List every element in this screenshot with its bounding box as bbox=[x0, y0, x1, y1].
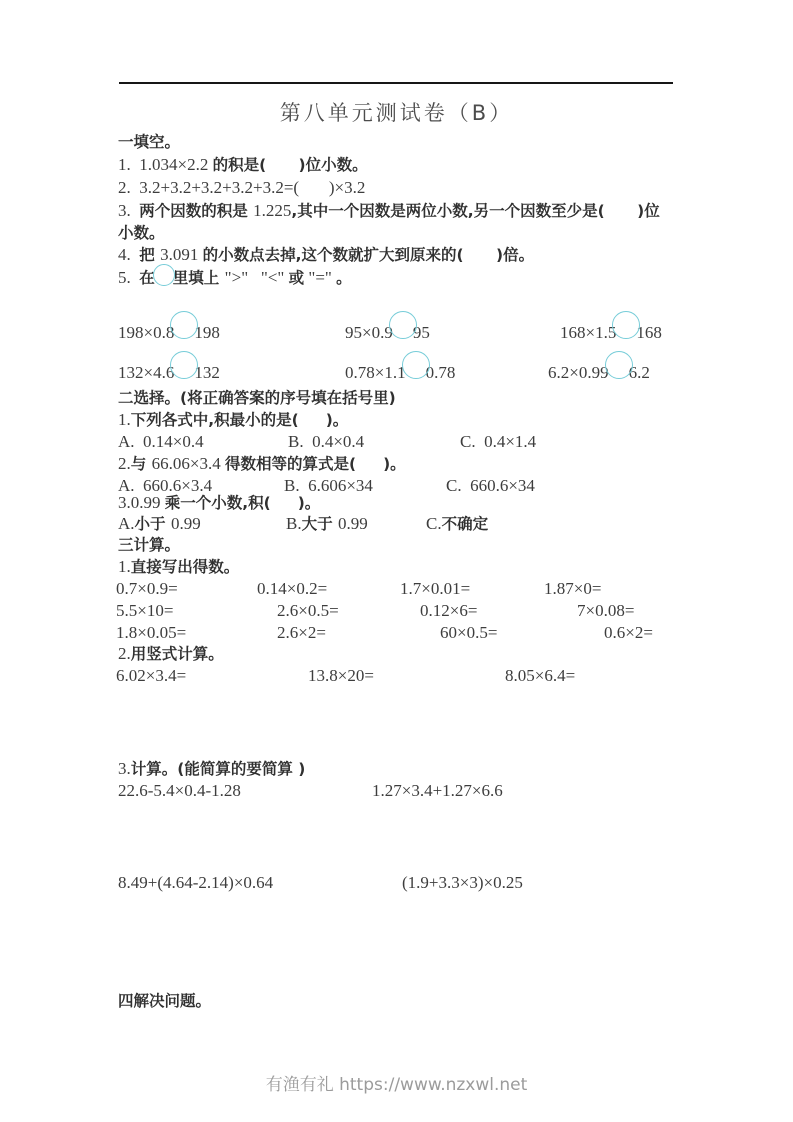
calc-simplify-row-2-item bbox=[402, 872, 523, 895]
text-segment: 4. bbox=[118, 245, 140, 264]
text-segment: 3. bbox=[118, 493, 131, 512]
choice-q3-options-item bbox=[118, 513, 201, 536]
text-segment: 1.225 bbox=[253, 201, 292, 220]
section-fill-header bbox=[0, 131, 793, 153]
fill-q3-line2 bbox=[0, 222, 793, 244]
text-segment: 小于 bbox=[134, 515, 171, 533]
calc-sub3-header-item bbox=[118, 758, 305, 781]
text-segment: A. 660.6×3.4 bbox=[118, 476, 213, 495]
calc-simplify-row-2 bbox=[0, 872, 793, 894]
page-title: 第八单元测试卷（B） bbox=[279, 101, 514, 125]
calc-direct-row-2-item bbox=[277, 600, 339, 623]
text-segment: ">" "<" bbox=[224, 268, 289, 287]
text-segment: 直接写出得数。 bbox=[130, 558, 240, 576]
calc-vertical-row-item bbox=[116, 665, 186, 688]
section-solve-header bbox=[0, 990, 793, 1012]
fill-q4 bbox=[0, 244, 793, 266]
text-segment: A. 0.14×0.4 bbox=[118, 432, 204, 451]
calc-simplify-row-1-item bbox=[372, 780, 503, 803]
text-segment: 2. bbox=[118, 454, 131, 473]
calc-sub2-header-item bbox=[118, 643, 224, 666]
compare-row-2-item bbox=[345, 360, 455, 388]
text-segment: 7×0.08= bbox=[577, 601, 635, 620]
text-segment: 0.78 bbox=[425, 363, 456, 383]
calc-direct-row-1-item bbox=[116, 578, 178, 601]
fill-q2-item bbox=[118, 177, 365, 200]
calc-direct-row-3-item bbox=[277, 622, 326, 645]
text-segment: 得数相等的算式是( )。 bbox=[225, 455, 406, 473]
calc-sub2-header bbox=[0, 643, 793, 665]
text-segment: 6.2 bbox=[628, 363, 650, 383]
text-segment: 计算。(能简算的要简算 ) bbox=[130, 760, 306, 778]
fill-q3-line1-item bbox=[118, 200, 660, 223]
text-segment: 用竖式计算。 bbox=[130, 645, 224, 663]
fill-q3-line2-item bbox=[118, 222, 165, 245]
calc-direct-row-1-item bbox=[257, 578, 327, 601]
text-segment: 在 bbox=[139, 269, 155, 287]
text-segment: 60×0.5= bbox=[440, 623, 498, 642]
compare-row-1-item bbox=[345, 320, 430, 348]
text-segment: 0.99 bbox=[170, 514, 201, 533]
fill-q1 bbox=[0, 154, 793, 176]
choice-q3-options-item bbox=[286, 513, 368, 536]
text-segment: 198 bbox=[194, 323, 220, 343]
text-segment: 1.8×0.05= bbox=[116, 623, 187, 642]
text-segment: 8.05×6.4= bbox=[505, 666, 576, 685]
choice-q1 bbox=[0, 409, 793, 431]
text-segment: 8.49+(4.64-2.14)×0.64 bbox=[118, 873, 274, 892]
choice-q1-options-item bbox=[118, 431, 204, 454]
text-segment: 2. bbox=[118, 644, 131, 663]
text-segment: 132 bbox=[194, 363, 220, 383]
text-segment: 0.6×2= bbox=[604, 623, 653, 642]
text-segment: 168 bbox=[636, 323, 662, 343]
text-segment: "=" bbox=[304, 268, 337, 287]
comparison-circle-blank bbox=[402, 351, 430, 379]
text-segment: 0.7×0.9= bbox=[116, 579, 178, 598]
choice-q1-options-item bbox=[460, 431, 536, 454]
calc-direct-row-1-item bbox=[544, 578, 601, 601]
text-segment: 5. bbox=[118, 268, 140, 287]
text-segment: 198×0.8 bbox=[118, 323, 175, 343]
choice-q1-options bbox=[0, 431, 793, 453]
text-segment: 0.12×6= bbox=[420, 601, 478, 620]
choice-q3-options-item bbox=[426, 513, 488, 536]
choice-q2-item bbox=[118, 453, 406, 476]
text-segment: 四解决问题。 bbox=[118, 992, 212, 1010]
calc-vertical-row bbox=[0, 665, 793, 687]
comparison-circle-blank bbox=[153, 264, 175, 286]
choice-q3 bbox=[0, 492, 793, 514]
text-segment: 大于 bbox=[301, 515, 338, 533]
text-segment: 95 bbox=[412, 323, 430, 343]
calc-direct-row-2 bbox=[0, 600, 793, 622]
text-segment: 1.87×0= bbox=[544, 579, 602, 598]
compare-row-1-item bbox=[118, 320, 220, 348]
text-segment: 1.7×0.01= bbox=[400, 579, 471, 598]
compare-row-1-item bbox=[560, 320, 662, 348]
fill-q5-item bbox=[118, 267, 352, 290]
section-choice-header bbox=[0, 387, 793, 409]
calc-sub1-header bbox=[0, 556, 793, 578]
text-segment: 两个因数的积是 bbox=[139, 202, 254, 220]
fill-q4-item bbox=[118, 244, 534, 267]
choice-q1-item bbox=[118, 409, 348, 432]
text-segment: 的小数点去掉,这个数就扩大到原来的( )倍。 bbox=[202, 246, 535, 264]
text-segment: 一填空。 bbox=[118, 133, 181, 151]
calc-simplify-row-2-item bbox=[118, 872, 273, 895]
compare-row-2 bbox=[0, 360, 793, 382]
calc-vertical-row-item bbox=[505, 665, 575, 688]
text-segment: 小数。 bbox=[118, 224, 165, 242]
calc-direct-row-3-item bbox=[604, 622, 653, 645]
fill-q3-line1 bbox=[0, 200, 793, 222]
text-segment: 的积是( )位小数。 bbox=[212, 156, 368, 174]
text-segment: 里填上 bbox=[172, 269, 225, 287]
text-segment: 6.02×3.4= bbox=[116, 666, 187, 685]
text-segment: C. bbox=[426, 514, 442, 533]
calc-direct-row-3 bbox=[0, 622, 793, 644]
text-segment: 1. 1.034×2.2 bbox=[118, 155, 213, 174]
compare-row-2-item bbox=[548, 360, 650, 388]
choice-q3-item bbox=[118, 492, 320, 515]
text-segment: 乘一个小数,积( )。 bbox=[164, 494, 321, 512]
fill-q2 bbox=[0, 177, 793, 199]
text-segment: 三计算。 bbox=[118, 536, 181, 554]
text-segment: 95×0.9 bbox=[345, 323, 393, 343]
text-segment: 3.091 bbox=[160, 245, 203, 264]
calc-sub1-header-item bbox=[118, 556, 239, 579]
text-segment: 13.8×20= bbox=[308, 666, 374, 685]
comparison-circle-blank bbox=[389, 311, 417, 339]
text-segment: 5.5×10= bbox=[116, 601, 174, 620]
text-segment: (1.9+3.3×3)×0.25 bbox=[402, 873, 523, 892]
text-segment: 1.27×3.4+1.27×6.6 bbox=[372, 781, 503, 800]
text-segment: 把 bbox=[139, 246, 161, 264]
text-segment: 0.14×0.2= bbox=[257, 579, 328, 598]
section-solve-header-item bbox=[118, 990, 211, 1013]
text-segment: A. bbox=[118, 514, 135, 533]
choice-q2 bbox=[0, 453, 793, 475]
text-segment: C. 0.4×1.4 bbox=[460, 432, 537, 451]
text-segment: 二选择。(将正确答案的序号填在括号里) bbox=[118, 389, 396, 407]
calc-sub3-header bbox=[0, 758, 793, 780]
calc-direct-row-3-item bbox=[440, 622, 497, 645]
text-segment: 0.99 bbox=[130, 493, 165, 512]
text-segment: 1. bbox=[118, 410, 131, 429]
section-calc-header bbox=[0, 534, 793, 556]
fill-q5 bbox=[0, 267, 793, 289]
page-footer: 有渔有礼 https://www.nzxwl.net bbox=[265, 1075, 528, 1095]
text-segment: B. 0.4×0.4 bbox=[288, 432, 365, 451]
calc-simplify-row-1 bbox=[0, 780, 793, 802]
divider bbox=[119, 82, 673, 84]
section-fill-header-item bbox=[118, 131, 180, 154]
text-segment: 2.6×0.5= bbox=[277, 601, 339, 620]
calc-vertical-row-item bbox=[308, 665, 374, 688]
choice-q1-options-item bbox=[288, 431, 364, 454]
calc-direct-row-1 bbox=[0, 578, 793, 600]
text-segment: B. 6.606×34 bbox=[284, 476, 373, 495]
section-calc-header-item bbox=[118, 534, 180, 557]
calc-direct-row-2-item bbox=[116, 600, 173, 623]
text-segment: 3. bbox=[118, 759, 131, 778]
text-segment: 2. 3.2+3.2+3.2+3.2+3.2=( )×3.2 bbox=[118, 178, 366, 197]
text-segment: 不确定 bbox=[441, 515, 489, 533]
text-segment: 22.6-5.4×0.4-1.28 bbox=[118, 781, 241, 800]
text-segment: 。 bbox=[336, 269, 352, 287]
text-segment: 或 bbox=[288, 269, 305, 287]
text-segment: 6.2×0.99 bbox=[548, 363, 609, 383]
choice-q3-options bbox=[0, 513, 793, 535]
text-segment: B. bbox=[286, 514, 302, 533]
calc-direct-row-2-item bbox=[577, 600, 634, 623]
calc-simplify-row-1-item bbox=[118, 780, 241, 803]
text-segment: 2.6×2= bbox=[277, 623, 326, 642]
calc-direct-row-3-item bbox=[116, 622, 186, 645]
calc-direct-row-1-item bbox=[400, 578, 470, 601]
compare-row-2-item bbox=[118, 360, 220, 388]
calc-direct-row-2-item bbox=[420, 600, 477, 623]
fill-q1-item bbox=[118, 154, 368, 177]
text-segment: 132×4.6 bbox=[118, 363, 175, 383]
text-segment: 168×1.5 bbox=[560, 323, 617, 343]
text-segment: 66.06×3.4 bbox=[151, 454, 225, 473]
text-segment: 0.78×1.1 bbox=[345, 363, 406, 383]
compare-row-1 bbox=[0, 320, 793, 342]
text-segment: 0.99 bbox=[338, 514, 368, 533]
text-segment: 3. bbox=[118, 201, 140, 220]
text-segment: 1. bbox=[118, 557, 131, 576]
section-choice-header-item bbox=[118, 387, 396, 410]
comparison-circle-blank bbox=[605, 351, 633, 379]
text-segment: 与 bbox=[130, 455, 152, 473]
text-segment: C. 660.6×34 bbox=[446, 476, 535, 495]
text-segment: ,其中一个因数是两位小数,另一个因数至少是( )位 bbox=[291, 202, 660, 220]
text-segment: 下列各式中,积最小的是( )。 bbox=[130, 411, 349, 429]
